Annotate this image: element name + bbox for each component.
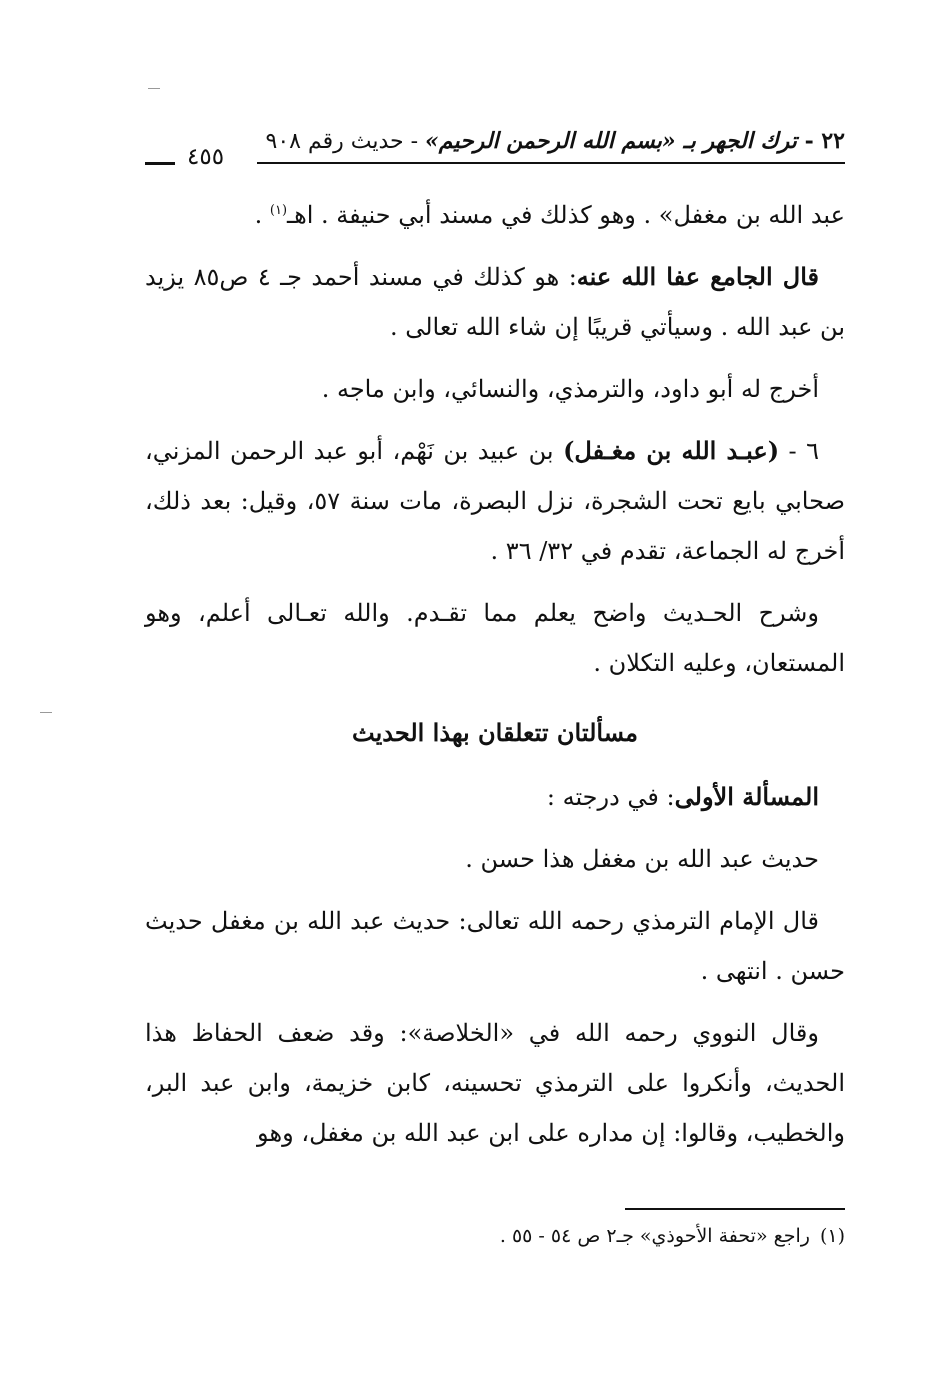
header-title-main: ترك الجهر بـ «بسم الله الرحمن الرحيم» <box>425 128 797 154</box>
compiler-note-label: قال الجامع عفا الله عنه <box>576 262 820 291</box>
paragraph <box>145 252 845 352</box>
paragraph-text: عبد الله بن مغفل» . وهو كذلك في مسند أبي حنيفة . اهـ <box>287 201 845 229</box>
narrator-name: (عبـد الله بن مغـفل) <box>563 436 780 465</box>
paragraph-text: : في درجته : <box>546 783 675 811</box>
issue-heading: المسألة الأولى <box>674 782 819 811</box>
paragraph: وشرح الحـديث واضح يعلم مما تقـدم. والله تعـالى أعلم، وهو المستعان، وعليه التكلان . <box>145 599 845 677</box>
header-title-number: ٢٢ - <box>796 128 845 154</box>
scan-mark <box>40 712 52 713</box>
paragraph-text: . <box>254 201 270 229</box>
footnote-number: (١) <box>819 1225 845 1247</box>
paragraph: وقال النووي رحمه الله في «الخلاصة»: وقد ضعف الحفاظ هذا الحديث، وأنكروا على الترمذي تحسينه، كابن خزيمة، وابن عبد البر، والخطيب، وقالوا: إن مداره على ابن عبد الله بن مغفل، وهو <box>145 1019 846 1147</box>
footnote-rule <box>625 1208 845 1210</box>
body-text <box>145 190 845 1170</box>
narrator-number: ٦ - <box>779 437 819 465</box>
running-header <box>145 128 845 172</box>
header-rule <box>257 162 845 164</box>
footnote <box>145 1222 845 1250</box>
paragraph-text: : هو كذلك في مسند أحمد جـ ٤ ص٨٥ يزيد بن عبد الله . وسيأتي قريبًا إن شاء الله تعالى . <box>145 263 845 341</box>
section-title: مسألتان تتعلقان بهذا الحديث <box>352 718 638 747</box>
paragraph <box>145 190 845 240</box>
footnote-text: راجع «تحفة الأحوذي» جـ٢ ص ٥٤ - ٥٥ . <box>499 1225 810 1247</box>
header-title-suffix: - حديث رقم ٩٠٨ <box>265 129 426 154</box>
paragraph <box>145 772 845 822</box>
footnote-reference: (١) <box>269 203 288 218</box>
page-number: ٤٥٥ <box>187 144 225 170</box>
paragraph: حديث عبد الله بن مغفل هذا حسن . <box>465 845 819 873</box>
scan-mark <box>148 88 160 89</box>
paragraph: أخرج له أبو داود، والترمذي، والنسائي، وابن ماجه . <box>321 375 819 403</box>
paragraph: قال الإمام الترمذي رحمه الله تعالى: حديث عبد الله بن مغفل حديث حسن . انتهى . <box>145 907 845 985</box>
page-number-dash <box>145 162 175 165</box>
paragraph-text: بن عبيد بن نَهْم، أبو عبد الرحمن المزني، صحابي بايع تحت الشجرة، نزل البصرة، مات سنة ٥٧، وقيل: بعد ذلك، أخرج له الجماعة، تقدم في ٣٢/ ٣٦ . <box>145 437 845 565</box>
paragraph <box>145 426 845 576</box>
header-title <box>266 128 845 154</box>
